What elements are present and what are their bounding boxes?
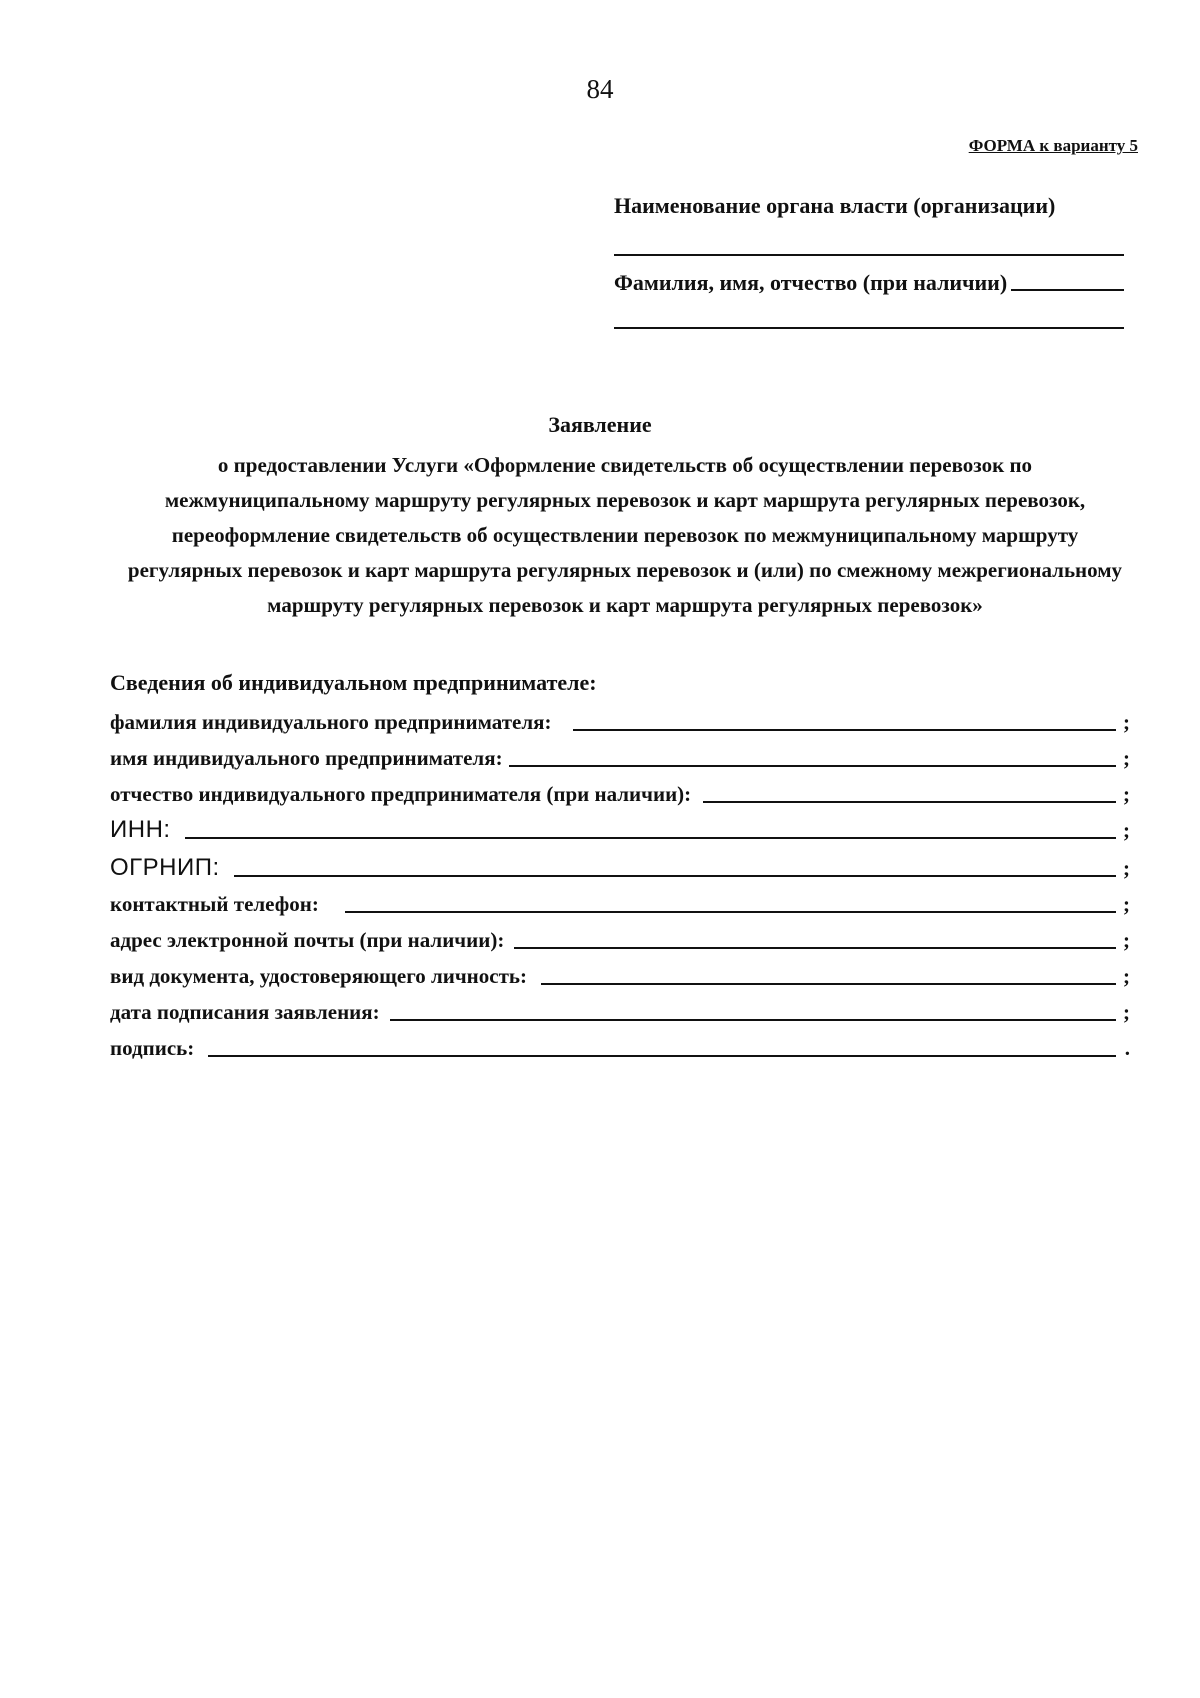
page-number: 84 <box>586 74 614 104</box>
field-ogrnip <box>110 848 1130 882</box>
application-title: Заявление <box>548 412 652 437</box>
field-patronymic <box>110 774 1130 808</box>
person-name-row <box>614 270 1124 296</box>
form-reference: ФОРМА к варианту 5 <box>968 136 1138 155</box>
field-label: отчество индивидуального предпринимателя (при наличии): <box>110 782 692 806</box>
field-end-mark: ; <box>1123 964 1130 988</box>
id-document-input[interactable] <box>541 983 1116 985</box>
person-name-blank-2[interactable] <box>614 327 1124 329</box>
email-input[interactable] <box>514 947 1116 949</box>
field-end-mark: ; <box>1123 856 1130 880</box>
field-end-mark: ; <box>1123 710 1130 734</box>
ogrnip-input[interactable] <box>234 875 1116 877</box>
field-label: адрес электронной почты (при наличии): <box>110 928 505 952</box>
person-name-label: Фамилия, имя, отчество (при наличии) <box>614 270 1008 295</box>
signature-input[interactable] <box>208 1055 1116 1057</box>
phone-input[interactable] <box>345 911 1116 913</box>
field-end-mark: ; <box>1123 1000 1130 1024</box>
field-signature <box>110 1028 1130 1062</box>
field-label: дата подписания заявления: <box>110 1000 380 1024</box>
authority-name-label: Наименование органа власти (организации) <box>614 193 1056 218</box>
field-label: вид документа, удостоверяющего личность: <box>110 964 528 988</box>
field-signing-date <box>110 992 1130 1026</box>
surname-input[interactable] <box>573 729 1116 731</box>
field-id-document <box>110 956 1130 990</box>
field-label: подпись: <box>110 1036 195 1060</box>
field-first-name <box>110 738 1130 772</box>
patronymic-input[interactable] <box>703 801 1116 803</box>
field-inn <box>110 810 1130 844</box>
field-label: контактный телефон: <box>110 892 319 916</box>
field-label: фамилия индивидуального предпринимателя: <box>110 710 552 734</box>
field-label: ОГРНИП: <box>110 854 220 881</box>
person-name-blank[interactable] <box>1011 289 1124 291</box>
field-end-mark: ; <box>1123 818 1130 842</box>
inn-input[interactable] <box>185 837 1116 839</box>
field-surname <box>110 702 1130 736</box>
field-end-mark: ; <box>1123 782 1130 806</box>
signing-date-input[interactable] <box>390 1019 1116 1021</box>
first-name-input[interactable] <box>509 765 1116 767</box>
field-end-mark: ; <box>1123 928 1130 952</box>
field-phone <box>110 884 1130 918</box>
field-end-mark: ; <box>1123 892 1130 916</box>
authority-name-blank[interactable] <box>614 254 1124 256</box>
field-end-mark: . <box>1124 1036 1130 1060</box>
field-label: имя индивидуального предпринимателя: <box>110 746 503 770</box>
entrepreneur-section-title: Сведения об индивидуальном предпринимателе: <box>110 670 597 695</box>
field-end-mark: ; <box>1123 746 1130 770</box>
field-email <box>110 920 1130 954</box>
field-label: ИНН: <box>110 816 171 843</box>
application-subtitle: о предоставлении Услуги «Оформление свидетельств об осуществлении перевозок по межмуниципальному маршруту регулярных перевозок и карт маршрута регулярных перевозок, переоформление свидетельств об осуществлении перевозок по межмуниципальному маршруту регулярных перевозок и карт маршрута регулярных перевозок и (или) по смежному межрегиональному маршруту регулярных перевозок и карт маршрута регулярных перевозок» <box>127 453 1123 617</box>
